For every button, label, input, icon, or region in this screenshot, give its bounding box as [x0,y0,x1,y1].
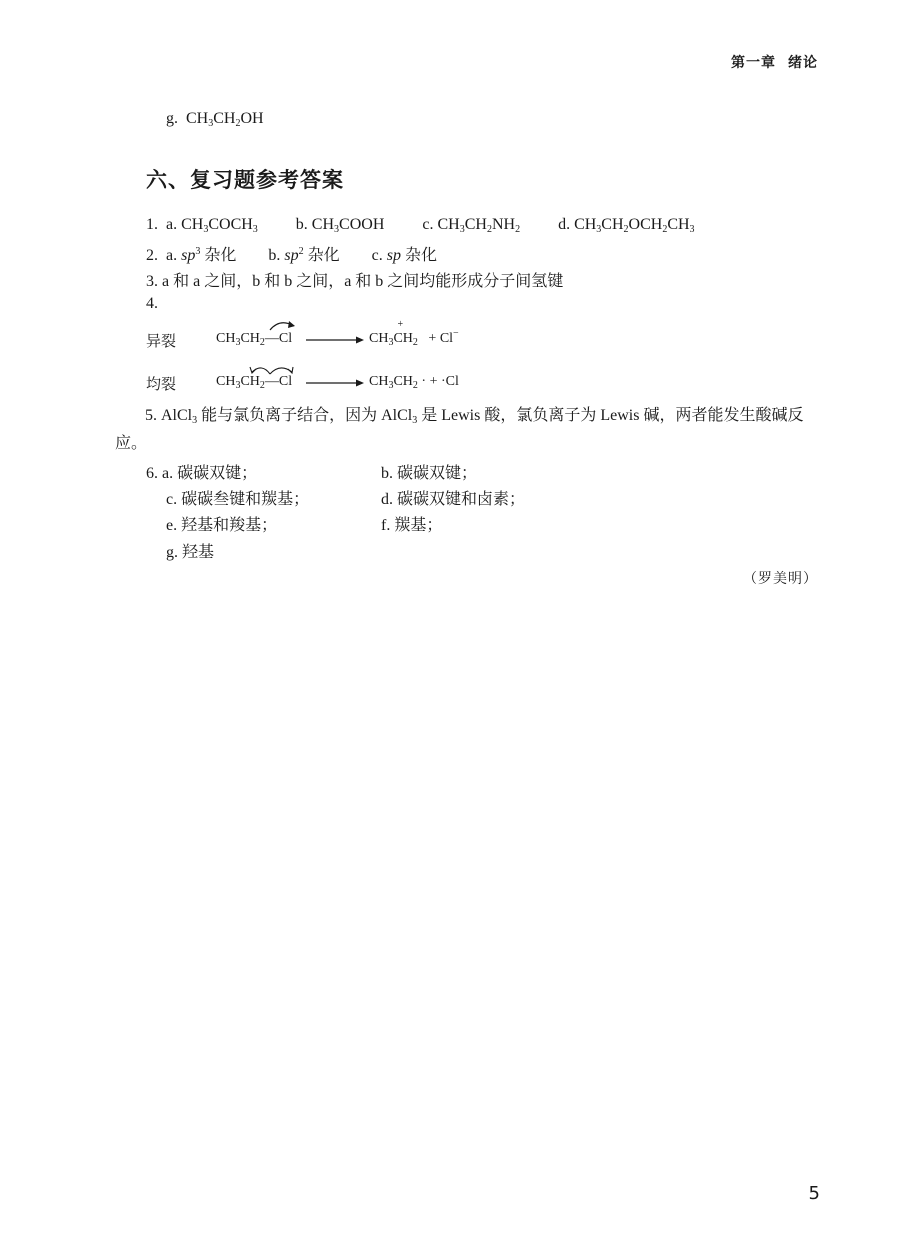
answer-6-item-a: 6. a. 碳碳双键； [146,465,258,482]
answer-6-item-b: b. 碳碳双键； [381,465,478,482]
answer-2: 2. a. $sp^3$ 杂化 b. $sp^2$ 杂化 c. sp 杂化 [146,246,437,264]
answer-5: 5. AlCl$_3$ 能与氯负离子结合，因为 AlCl$_3$ 是 Lewis 酸，氯负离子为 Lewis 碱，两者能发生酸碱反应。 [115,407,804,452]
answer-1: 1. a. $CH_3COCH_3$ b. $CH_3COOH$ c. $CH_3CH_2NH_2$ d. $CH_3CH_2OCH_2CH_3$ [146,216,695,235]
heterolysis-reactant: $CH_3CH_2—Cl$ [216,331,293,348]
formula-1a: $CH_3COCH_3$ [181,216,258,235]
fishhook-arrows-icon [248,362,296,376]
homolysis-reactant: $CH_3CH_2—Cl$ [216,374,293,391]
reaction-arrow-icon [306,379,364,387]
positive-charge: + [397,319,404,330]
heterolysis-products: $CH_3CH$ + $_2$ + Cl− [369,319,459,348]
prev-answer-g: g. $CH_3CH_2OH$ [166,110,264,129]
answer-6-item-c: c. 碳碳叁键和羰基； [166,491,310,508]
author-credit: （罗美明） [743,572,818,587]
page-number: 5 [808,1183,820,1204]
running-header [731,52,818,72]
answer-4-number: 4. [146,295,158,312]
section-heading: 六、复习题参考答案 [146,168,344,192]
formula: $CH_3CH_2OH$ [186,110,264,129]
heterolysis-label: 异裂 [146,334,177,350]
chapter-title: 绪论 [788,55,818,71]
answer-6-item-e: e. 羟基和羧基； [166,517,278,534]
formula-1c: $CH_3CH_2NH_2$ [437,216,521,235]
answer-3: 3. a 和 a 之间，b 和 b 之间，a 和 b 之间均能形成分子间氢键 [146,273,564,290]
homolysis-products: $CH_3CH_2$ · + ·Cl [369,374,459,391]
formula-1d: $CH_3CH_2OCH_2CH_3$ [574,216,695,235]
negative-charge: − [453,328,459,339]
curved-arrow-icon [268,318,298,332]
answer-6-item-g: g. 羟基 [166,544,215,561]
formula-1b: $CH_3COOH$ [311,216,385,235]
chapter-number: 第一章 [731,55,776,71]
reaction-arrow-icon [306,336,364,344]
answer-6-item-d: d. 碳碳双键和卤素； [381,491,526,508]
answer-6-item-f: f. 羰基； [381,517,443,534]
homolysis-label: 均裂 [146,377,177,393]
